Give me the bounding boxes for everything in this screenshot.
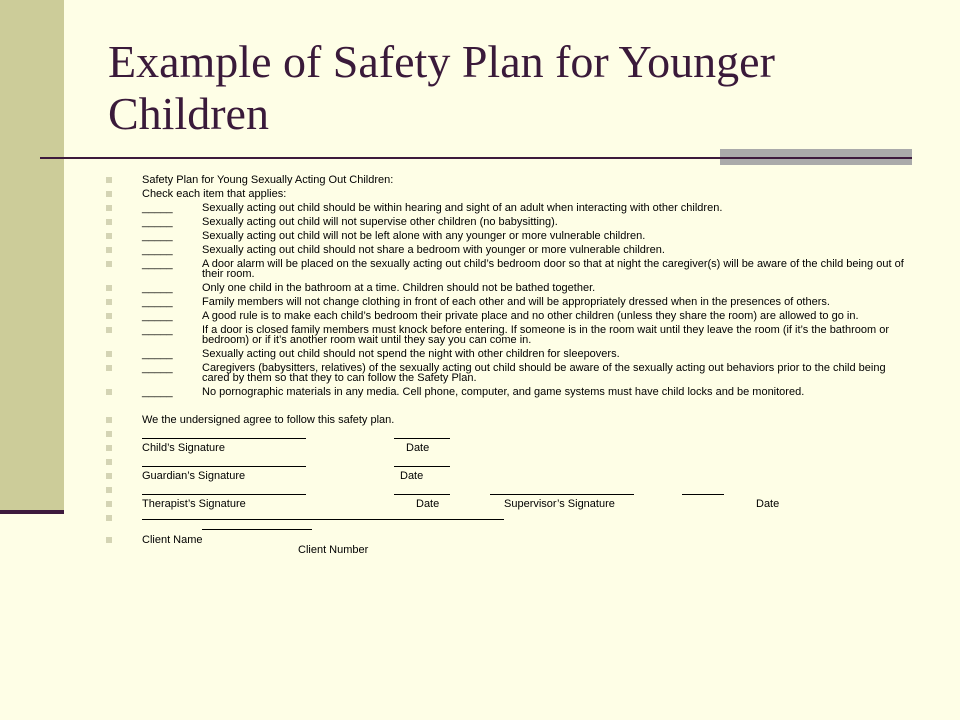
bullet-icon — [106, 313, 112, 319]
checkbox-blank[interactable]: _____ — [142, 348, 173, 360]
checkbox-blank[interactable]: _____ — [142, 202, 173, 214]
supervisor-date-line[interactable] — [682, 494, 724, 495]
checklist-item-text: Sexually acting out child should not spend the night with other children for sleepovers. — [202, 348, 620, 360]
slide-title: Example of Safety Plan for Younger Children — [108, 36, 775, 139]
left-decorative-band — [0, 0, 64, 512]
checkbox-blank[interactable]: _____ — [142, 258, 173, 270]
guardian-date-line[interactable] — [394, 466, 450, 467]
checklist-item — [104, 259, 914, 279]
bullet-icon — [106, 261, 112, 267]
checklist-item — [104, 217, 914, 227]
signature-line-row — [104, 429, 914, 439]
bullet-icon — [106, 247, 112, 253]
checklist-item-text: Sexually acting out child will not be left alone with any younger or more vulnerable children. — [202, 230, 646, 242]
bullet-icon — [106, 219, 112, 225]
slide-body — [104, 172, 914, 559]
bullet-icon — [106, 417, 112, 423]
bullet-icon — [106, 389, 112, 395]
checkbox-blank[interactable]: _____ — [142, 362, 173, 374]
signature-label-row — [104, 443, 914, 453]
supervisor-signature-line[interactable] — [490, 494, 634, 495]
checklist-item — [104, 349, 914, 359]
bullet-icon — [106, 537, 112, 543]
date-label: Date — [400, 470, 424, 482]
checkbox-blank[interactable]: _____ — [142, 296, 173, 308]
list-item — [104, 175, 914, 185]
checklist-item — [104, 245, 914, 255]
therapist-date-line[interactable] — [394, 494, 450, 495]
client-number-label: Client Number — [298, 544, 369, 556]
child-date-line[interactable] — [394, 438, 450, 439]
intro-line: Safety Plan for Young Sexually Acting Out Children: — [142, 174, 394, 186]
date-label: Date — [756, 498, 780, 510]
checklist-item — [104, 387, 914, 397]
checklist-item — [104, 231, 914, 241]
client-label-row — [104, 535, 914, 555]
checklist-item-text: Only one child in the bathroom at a time. Children should not be bathed together. — [202, 282, 596, 294]
date-label: Date — [406, 442, 430, 454]
child-signature-line[interactable] — [142, 438, 306, 439]
bullet-icon — [106, 351, 112, 357]
checklist-item — [104, 311, 914, 321]
client-name-line[interactable] — [142, 519, 504, 520]
bullet-icon — [106, 233, 112, 239]
signature-label-row — [104, 471, 914, 481]
signature-line-row — [104, 485, 914, 495]
guardian-signature-line[interactable] — [142, 466, 306, 467]
list-item — [104, 189, 914, 199]
checklist-item-text: No pornographic materials in any media. Cell phone, computer, and game systems must have child locks and be monitored. — [202, 386, 805, 398]
bullet-icon — [106, 473, 112, 479]
checkbox-blank[interactable]: _____ — [142, 324, 173, 336]
intro-line: Check each item that applies: — [142, 188, 287, 200]
bullet-icon — [106, 299, 112, 305]
checkbox-blank[interactable]: _____ — [142, 230, 173, 242]
checkbox-blank[interactable]: _____ — [142, 282, 173, 294]
left-band-rule — [0, 510, 64, 514]
checklist-item — [104, 283, 914, 293]
checklist-item-text: Family members will not change clothing in front of each other and will be appropriately dressed when in the presences of others. — [202, 296, 830, 308]
agreement-text: We the undersigned agree to follow this safety plan. — [142, 414, 395, 426]
bullet-icon — [106, 327, 112, 333]
checklist-item-text: Sexually acting out child will not supervise other children (no babysitting). — [202, 216, 558, 228]
checkbox-blank[interactable]: _____ — [142, 216, 173, 228]
child-signature-label: Child’s Signature — [142, 442, 225, 454]
client-name-label: Client Name — [142, 534, 203, 546]
bullet-icon — [106, 487, 112, 493]
checklist-item-text: A door alarm will be placed on the sexually acting out child’s bedroom door so that at night the caregiver(s) will be aware of the child being out of their room. — [202, 258, 904, 280]
checklist — [104, 203, 914, 397]
title-rule-accent — [720, 149, 912, 165]
checklist-item-text: Sexually acting out child should not share a bedroom with younger or more vulnerable children. — [202, 244, 665, 256]
bullet-icon — [106, 285, 112, 291]
bullet-icon — [106, 205, 112, 211]
checkbox-blank[interactable]: _____ — [142, 386, 173, 398]
signature-line-row — [104, 457, 914, 467]
title-rule — [40, 157, 760, 159]
bullet-icon — [106, 431, 112, 437]
bullet-icon — [106, 501, 112, 507]
therapist-signature-label: Therapist’s Signature — [142, 498, 246, 510]
checkbox-blank[interactable]: _____ — [142, 244, 173, 256]
therapist-signature-line[interactable] — [142, 494, 306, 495]
client-line-row — [104, 513, 914, 531]
checkbox-blank[interactable]: _____ — [142, 310, 173, 322]
list-item — [104, 415, 914, 425]
signature-label-row — [104, 499, 914, 509]
bullet-icon — [106, 445, 112, 451]
client-number-line[interactable] — [202, 529, 312, 530]
bullet-icon — [106, 459, 112, 465]
checklist-item — [104, 325, 914, 345]
checklist-item-text: Sexually acting out child should be within hearing and sight of an adult when interacting with other children. — [202, 202, 723, 214]
bullet-icon — [106, 515, 112, 521]
checklist-item — [104, 203, 914, 213]
checklist-item-text: If a door is closed family members must knock before entering. If someone is in the room wait until they leave the room (if it’s the bathroom or bedroom) or if it’s another room wait until they say you can come in. — [202, 324, 889, 346]
checklist-item-text: A good rule is to make each child’s bedroom their private place and no other children (unless they share the room) are allowed to go in. — [202, 310, 859, 322]
bullet-icon — [106, 177, 112, 183]
bullet-icon — [106, 191, 112, 197]
checklist-item-text: Caregivers (babysitters, relatives) of the sexually acting out child should be aware of the sexually acting out behaviors prior to the child being cared by them so that they to can follow the Safety Plan. — [202, 362, 886, 384]
supervisor-signature-label: Supervisor’s Signature — [504, 498, 615, 510]
checklist-item — [104, 297, 914, 307]
bullet-icon — [106, 365, 112, 371]
date-label: Date — [416, 498, 440, 510]
guardian-signature-label: Guardian’s Signature — [142, 470, 246, 482]
checklist-item — [104, 363, 914, 383]
